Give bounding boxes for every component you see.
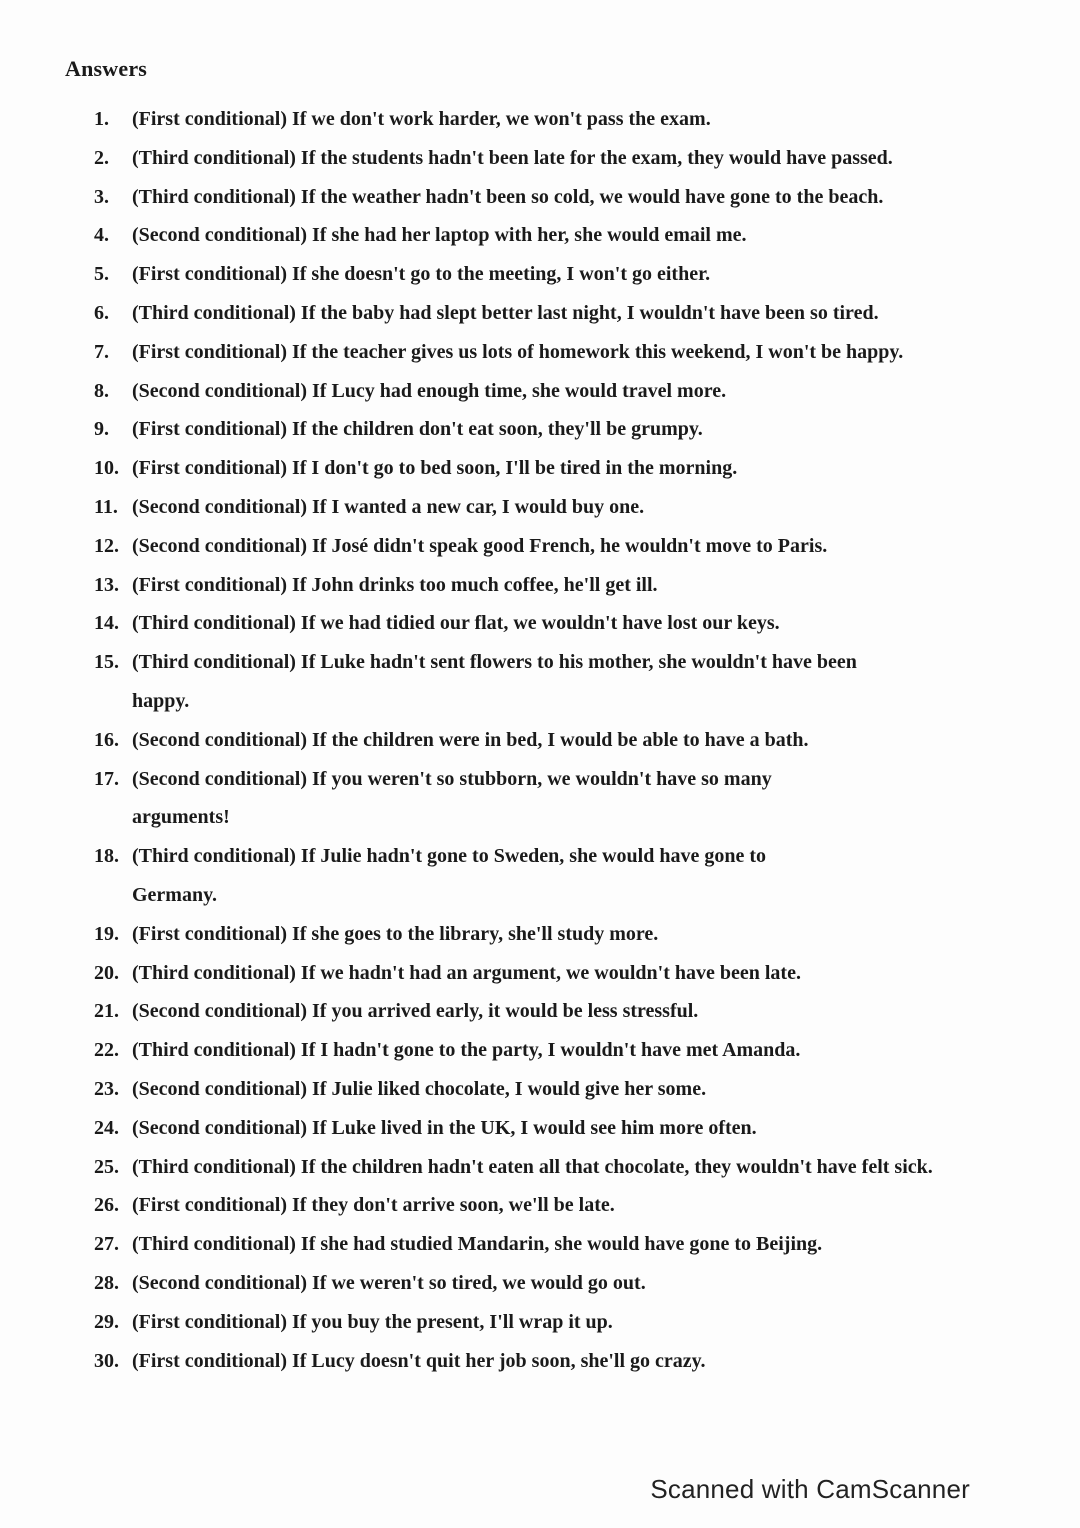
answer-number: 14. xyxy=(94,612,119,635)
answer-text: (Second conditional) If the children were in bed, I would be able to have a bath. xyxy=(132,728,809,751)
answer-text: (Third conditional) If the children hadn't eaten all that chocolate, they wouldn't have felt sick. xyxy=(132,1155,933,1178)
answer-number: 22. xyxy=(94,1039,119,1062)
answer-item xyxy=(90,255,990,294)
answer-item xyxy=(90,527,990,566)
answer-number: 5. xyxy=(94,263,109,286)
answer-item xyxy=(90,604,990,643)
answer-item xyxy=(90,410,990,449)
answer-item xyxy=(90,1031,990,1070)
answer-text: (Second conditional) If I wanted a new car, I would buy one. xyxy=(132,495,645,518)
answer-number: 11. xyxy=(94,495,118,518)
answer-number: 16. xyxy=(94,728,119,751)
answer-number: 18. xyxy=(94,845,119,868)
answer-number: 7. xyxy=(94,340,109,363)
answer-number: 20. xyxy=(94,961,119,984)
answer-text: (Second conditional) If Julie liked chocolate, I would give her some. xyxy=(132,1077,707,1100)
answer-item xyxy=(90,760,990,838)
answer-number: 8. xyxy=(94,379,109,402)
answer-item xyxy=(90,954,990,993)
answer-number: 23. xyxy=(94,1077,119,1100)
answer-text: (First conditional) If they don't arrive soon, we'll be late. xyxy=(132,1194,615,1217)
answer-number: 4. xyxy=(94,224,109,247)
answer-text: (First conditional) If you buy the present, I'll wrap it up. xyxy=(132,1310,613,1333)
answer-number: 30. xyxy=(94,1349,119,1372)
answer-item xyxy=(90,1225,990,1264)
answer-item xyxy=(90,915,990,954)
answer-item xyxy=(90,216,990,255)
answer-text: (Third conditional) If Julie hadn't gone to Sweden, she would have gone to Germany. xyxy=(132,845,766,906)
answer-item xyxy=(90,721,990,760)
answer-text: (Second conditional) If she had her laptop with her, she would email me. xyxy=(132,224,747,247)
answer-text: (First conditional) If she goes to the library, she'll study more. xyxy=(132,922,659,945)
answer-item xyxy=(90,1070,990,1109)
answer-item xyxy=(90,1148,990,1187)
answer-number: 26. xyxy=(94,1194,119,1217)
answer-number: 1. xyxy=(94,108,109,130)
answer-text: (First conditional) If John drinks too much coffee, he'll get ill. xyxy=(132,573,658,596)
answer-text: (Second conditional) If you weren't so stubborn, we wouldn't have so many arguments! xyxy=(132,767,772,829)
answer-text: (First conditional) If the children don't eat soon, they'll be grumpy. xyxy=(132,418,703,441)
answer-text: (Third conditional) If we hadn't had an argument, we wouldn't have been late. xyxy=(132,961,801,984)
answer-number: 28. xyxy=(94,1271,119,1294)
answer-text: (Third conditional) If the weather hadn't been so cold, we would have gone to the beach. xyxy=(132,185,884,208)
answer-item xyxy=(90,488,990,527)
answer-item xyxy=(90,1342,990,1381)
answer-item xyxy=(90,372,990,411)
answer-number: 6. xyxy=(94,301,109,324)
answer-text: (First conditional) If we don't work harder, we won't pass the exam. xyxy=(132,108,711,130)
answer-number: 15. xyxy=(94,651,119,674)
answer-text: (Third conditional) If I hadn't gone to the party, I wouldn't have met Amanda. xyxy=(132,1039,801,1062)
answer-number: 17. xyxy=(94,767,119,790)
answer-item xyxy=(90,178,990,217)
answer-text: (First conditional) If the teacher gives us lots of homework this weekend, I won't be happy. xyxy=(132,340,904,363)
answer-text: (Second conditional) If you arrived early, it would be less stressful. xyxy=(132,1000,699,1023)
answer-number: 24. xyxy=(94,1116,119,1139)
answer-item xyxy=(90,643,990,721)
answer-number: 27. xyxy=(94,1233,119,1256)
answer-number: 25. xyxy=(94,1155,119,1178)
answer-number: 13. xyxy=(94,573,119,596)
answer-number: 2. xyxy=(94,146,109,169)
answer-number: 21. xyxy=(94,1000,119,1023)
page-title: Answers xyxy=(65,56,148,81)
answer-text: (Second conditional) If Lucy had enough time, she would travel more. xyxy=(132,379,727,402)
answer-text: (Third conditional) If the students hadn't been late for the exam, they would have passed. xyxy=(132,146,893,169)
answer-text: (Third conditional) If she had studied Mandarin, she would have gone to Beijing. xyxy=(132,1233,823,1256)
answer-number: 19. xyxy=(94,922,119,945)
answer-list xyxy=(90,100,990,1380)
answer-text: (Second conditional) If José didn't speak good French, he wouldn't move to Paris. xyxy=(132,534,828,557)
answer-text: (Third conditional) If Luke hadn't sent flowers to his mother, she wouldn't have been happy. xyxy=(132,651,857,712)
answer-item xyxy=(90,837,990,915)
answer-number: 3. xyxy=(94,185,109,208)
answer-item xyxy=(90,100,990,139)
answer-item xyxy=(90,566,990,605)
answer-number: 12. xyxy=(94,534,119,557)
answer-item xyxy=(90,333,990,372)
answer-text: (Third conditional) If the baby had slept better last night, I wouldn't have been so tired. xyxy=(132,301,879,324)
answer-number: 10. xyxy=(94,457,119,480)
answer-item xyxy=(90,1264,990,1303)
answer-text: (First conditional) If I don't go to bed soon, I'll be tired in the morning. xyxy=(132,457,738,480)
answer-text: (First conditional) If Lucy doesn't quit her job soon, she'll go crazy. xyxy=(132,1349,706,1372)
answer-number: 9. xyxy=(94,418,109,441)
answer-text: (Second conditional) If we weren't so tired, we would go out. xyxy=(132,1271,646,1294)
answer-text: (First conditional) If she doesn't go to the meeting, I won't go either. xyxy=(132,263,711,286)
answer-item xyxy=(90,1109,990,1148)
answer-item xyxy=(90,992,990,1031)
answer-item xyxy=(90,1303,990,1342)
scanner-watermark: Scanned with CamScanner xyxy=(650,1474,970,1504)
answer-number: 29. xyxy=(94,1310,119,1333)
answer-item xyxy=(90,294,990,333)
answer-item xyxy=(90,139,990,178)
answer-item xyxy=(90,449,990,488)
answer-item xyxy=(90,1186,990,1225)
answer-text: (Third conditional) If we had tidied our flat, we wouldn't have lost our keys. xyxy=(132,612,780,635)
answer-text: (Second conditional) If Luke lived in the UK, I would see him more often. xyxy=(132,1116,757,1139)
